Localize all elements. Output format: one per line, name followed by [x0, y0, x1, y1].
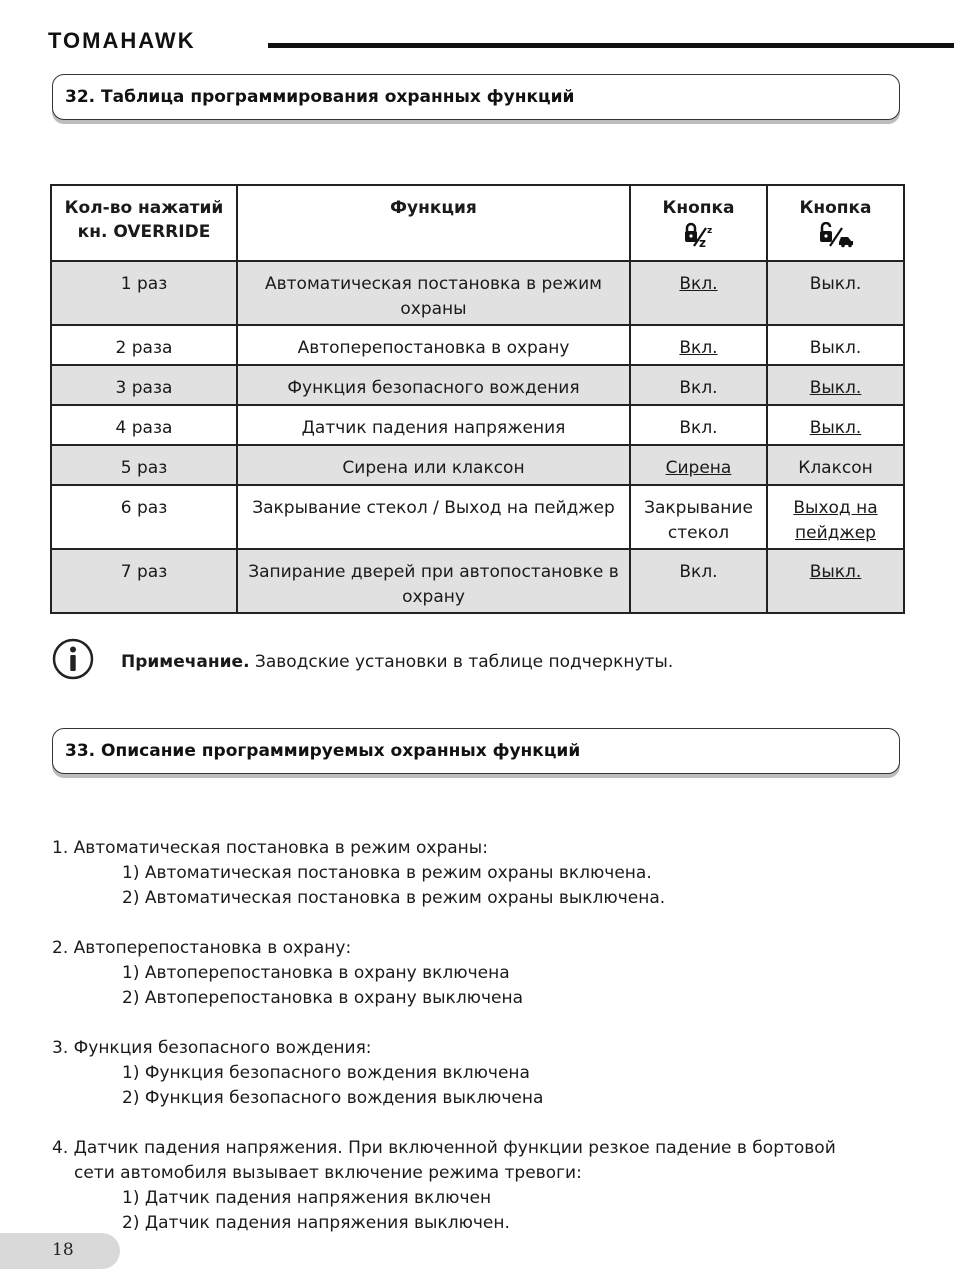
list-item	[52, 836, 932, 911]
note-label: Примечание.	[121, 652, 250, 672]
table-header-row	[51, 185, 904, 261]
default-value: Выкл.	[809, 378, 862, 398]
cell-function: Автоперепостановка в охрану	[237, 325, 630, 365]
item-heading-continued: сети автомобиля вызывает включение режима тревоги:	[74, 1163, 582, 1183]
header-function: Функция	[237, 185, 630, 261]
brand-logo: TOMAHAWK	[48, 28, 196, 53]
section-32-title: 32. Таблица программирования охранных функций	[65, 87, 575, 107]
cell-presses: 2 раза	[51, 325, 237, 365]
default-value: Выход на пейджер	[793, 498, 878, 543]
item-heading: 1. Автоматическая постановка в режим охраны:	[52, 838, 488, 858]
info-icon	[52, 638, 94, 680]
cell-button-1	[630, 261, 767, 325]
item-heading: 3. Функция безопасного вождения:	[52, 1038, 372, 1058]
table-row	[51, 485, 904, 549]
sub-item: 1) Автоперепостановка в охрану включена	[122, 963, 510, 983]
programming-table	[50, 184, 905, 614]
list-item	[52, 1136, 932, 1236]
list-item	[52, 1036, 932, 1111]
cell-presses: 4 раза	[51, 405, 237, 445]
default-value: Вкл.	[679, 274, 718, 294]
cell-presses: 6 раз	[51, 485, 237, 549]
cell-button-1: Вкл.	[630, 405, 767, 445]
sub-item: 2) Автоперепостановка в охрану выключена	[122, 988, 524, 1008]
cell-button-2	[767, 549, 904, 613]
cell-presses: 7 раз	[51, 549, 237, 613]
unlock-car-icon	[817, 222, 855, 248]
section-32-header	[52, 74, 900, 120]
default-value: Сирена	[665, 458, 732, 478]
table-row	[51, 365, 904, 405]
cell-function: Сирена или клаксон	[237, 445, 630, 485]
default-value: Выкл.	[809, 418, 862, 438]
cell-button-2	[767, 405, 904, 445]
header-button-2-label: Кнопка	[799, 198, 872, 218]
item-heading: 2. Автоперепостановка в охрану:	[52, 938, 352, 958]
note	[121, 652, 673, 672]
cell-button-2	[767, 485, 904, 549]
note-text: Заводские установки в таблице подчеркнуты.	[249, 652, 674, 672]
item-heading: 4. Датчик падения напряжения. При включенной функции резкое падение в бортовой	[52, 1138, 836, 1158]
list-item	[52, 936, 932, 1011]
cell-function: Функция безопасного вождения	[237, 365, 630, 405]
page-number: 18	[52, 1240, 74, 1260]
sub-item: 2) Автоматическая постановка в режим охраны выключена.	[122, 888, 666, 908]
table-row	[51, 549, 904, 613]
svg-text:z: z	[698, 236, 706, 248]
sub-item: 2) Функция безопасного вождения выключена	[122, 1088, 544, 1108]
table-row	[51, 405, 904, 445]
cell-function: Закрывание стекол / Выход на пейджер	[237, 485, 630, 549]
cell-button-2: Клаксон	[767, 445, 904, 485]
header-button-1-label: Кнопка	[662, 198, 735, 218]
header-button-2	[767, 185, 904, 261]
cell-button-1	[630, 325, 767, 365]
cell-function: Датчик падения напряжения	[237, 405, 630, 445]
header-rule	[268, 43, 954, 48]
section-33-header	[52, 728, 900, 774]
cell-function: Автоматическая постановка в режим охраны	[237, 261, 630, 325]
cell-button-2	[767, 365, 904, 405]
sub-item: 1) Функция безопасного вождения включена	[122, 1063, 530, 1083]
cell-button-2: Выкл.	[767, 325, 904, 365]
lock-sleep-icon	[682, 222, 716, 248]
cell-button-1: Закрывание стекол	[630, 485, 767, 549]
cell-button-1	[630, 445, 767, 485]
cell-button-1: Вкл.	[630, 365, 767, 405]
header-button-1	[630, 185, 767, 261]
sub-item: 1) Датчик падения напряжения включен	[122, 1188, 492, 1208]
description-list	[52, 836, 932, 1261]
header-presses: Кол-во нажатий кн. OVERRIDE	[51, 185, 237, 261]
cell-presses: 5 раз	[51, 445, 237, 485]
cell-presses: 3 раза	[51, 365, 237, 405]
sub-item: 1) Автоматическая постановка в режим охраны включена.	[122, 863, 652, 883]
section-33-title: 33. Описание программируемых охранных функций	[65, 741, 581, 761]
cell-presses: 1 раз	[51, 261, 237, 325]
cell-function: Запирание дверей при автопостановке в охрану	[237, 549, 630, 613]
table-row	[51, 445, 904, 485]
sub-item: 2) Датчик падения напряжения выключен.	[122, 1213, 510, 1233]
table-row	[51, 261, 904, 325]
table-row	[51, 325, 904, 365]
cell-button-2: Выкл.	[767, 261, 904, 325]
cell-button-1: Вкл.	[630, 549, 767, 613]
default-value: Вкл.	[679, 338, 718, 358]
default-value: Выкл.	[809, 562, 862, 582]
svg-text:z: z	[706, 226, 712, 236]
